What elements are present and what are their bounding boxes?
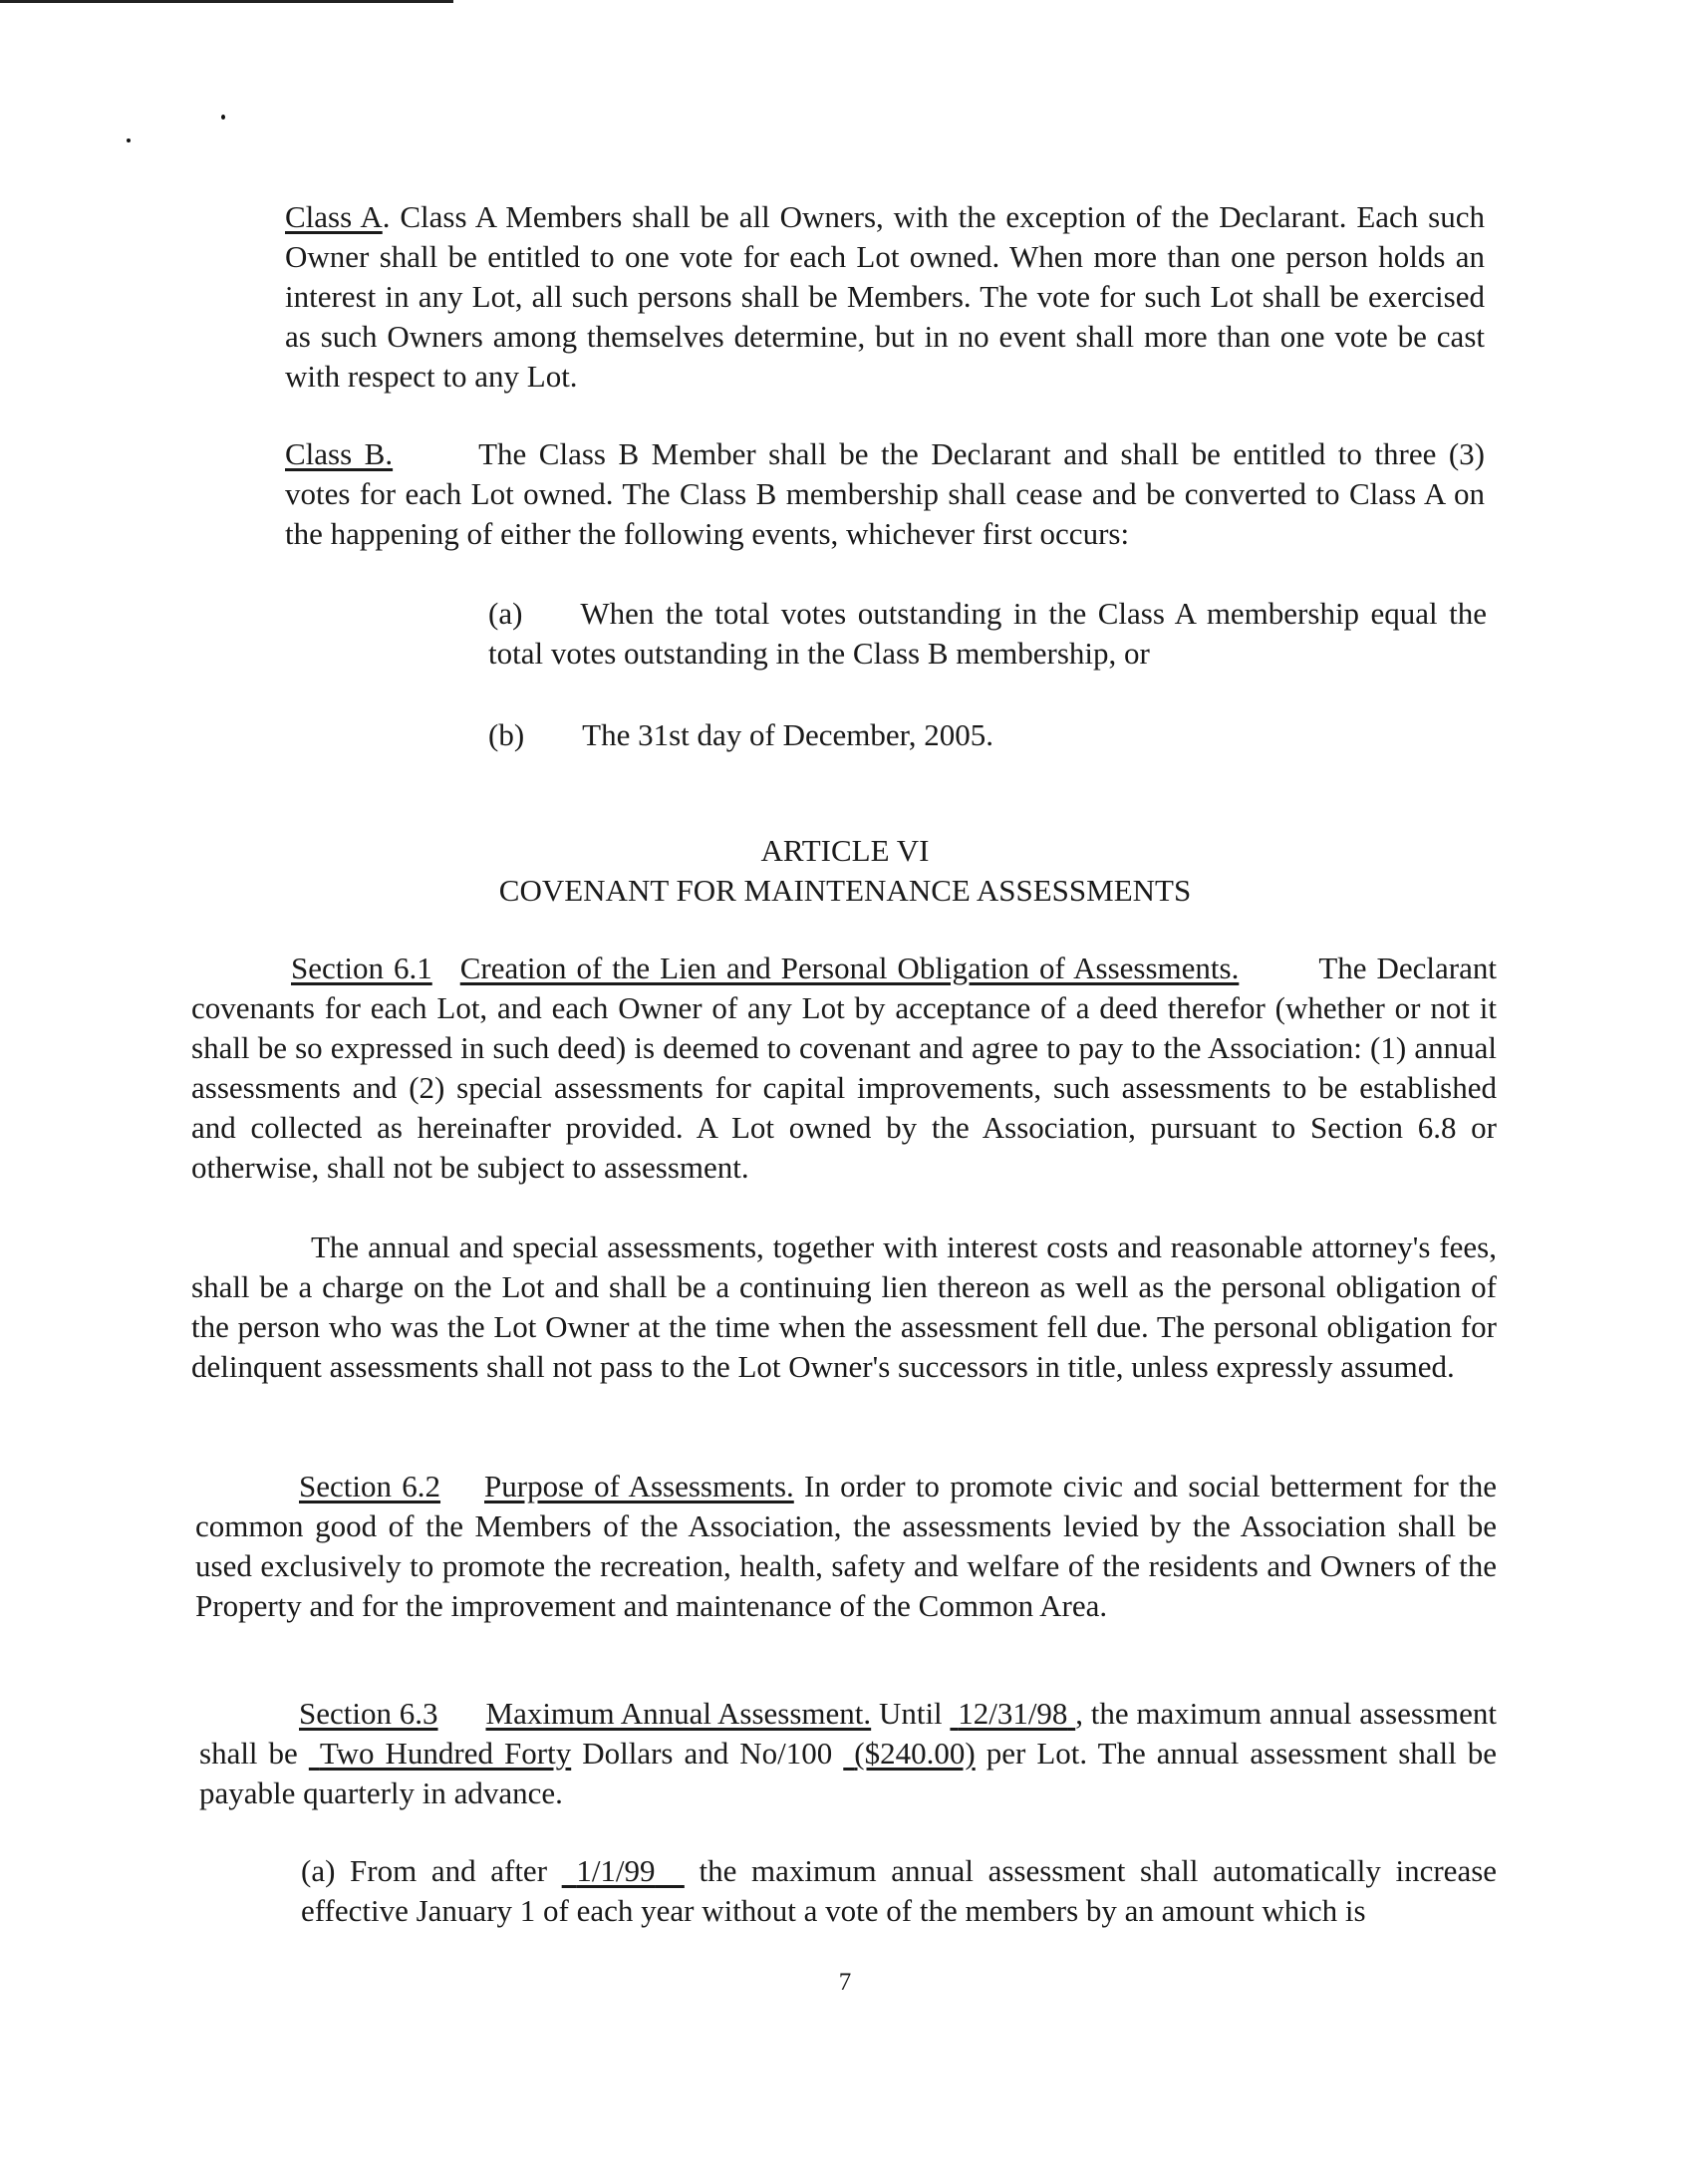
section-6-3-sub-a-label: (a) From and after xyxy=(301,1853,548,1888)
section-6-1-paragraph-2 xyxy=(191,1228,1497,1387)
section-6-3-number: Section 6.3 xyxy=(299,1696,438,1731)
class-b-text: The Class B Member shall be the Declarant and shall be entitled to three (3) votes for each Lot owned. The Class B membership shall cease and be converted to Class A on the happening of either the following events, whichever first occurs: xyxy=(285,436,1485,551)
class-b-paragraph xyxy=(285,434,1485,554)
section-6-1-paragraph-2-text: The annual and special assessments, together with interest costs and reasonable attorney's fees, shall be a charge on the Lot and shall be a continuing lien thereon as well as the personal obligation of the person who was the Lot Owner at the time when the assessment fell due. The personal obligation for delinquent assessments shall not pass to the Lot Owner's successors in title, unless expressly assumed. xyxy=(191,1229,1497,1384)
scan-edge-line xyxy=(0,0,453,3)
section-6-3-text-b: Dollars and No/100 xyxy=(582,1736,833,1771)
event-b-text: The 31st day of December, 2005. xyxy=(582,717,993,752)
page-number: 7 xyxy=(838,1969,852,1996)
event-a xyxy=(488,594,1487,674)
article-number: ARTICLE VI xyxy=(760,833,930,868)
section-6-1-paragraph xyxy=(191,949,1497,1188)
section-6-3-date: 12/31/98 xyxy=(958,1696,1068,1731)
section-6-2-paragraph xyxy=(195,1467,1497,1626)
section-6-3-sub-a-date: 1/1/99 xyxy=(576,1853,656,1888)
event-a-label: (a) xyxy=(488,596,523,631)
section-6-2-text: In order to promote civic and social betterment for the common good of the Members of the Association, the assessments levied by the Association shall be used exclusively to promote the recreation, health, safety and welfare of the residents and Owners of the Property and for the improvement and maintenance of the Common Area. xyxy=(195,1469,1498,1623)
section-6-3-sub-a-text: the maximum annual assessment shall automatically increase effective January 1 of each year without a vote of the members by an amount which is xyxy=(301,1853,1498,1928)
event-a-text: When the total votes outstanding in the Class A membership equal the total votes outstanding in the Class B membership, or xyxy=(488,596,1487,671)
section-6-3-title: Maximum Annual Assessment. xyxy=(485,1696,872,1731)
scan-speck xyxy=(127,138,131,142)
section-6-1-title: Creation of the Lien and Personal Obligation of Assessments. xyxy=(459,951,1240,985)
class-a-paragraph xyxy=(285,197,1485,397)
section-6-3-amount-number: ($240.00) xyxy=(854,1736,976,1771)
section-6-1-number: Section 6.1 xyxy=(291,951,432,985)
article-title: COVENANT FOR MAINTENANCE ASSESSMENTS xyxy=(498,873,1192,908)
scan-speck xyxy=(221,115,225,120)
section-6-3-paragraph xyxy=(199,1694,1497,1813)
section-6-3-text-a: , the maximum annual assessment shall be xyxy=(199,1696,1497,1771)
section-6-2-title: Purpose of Assessments. xyxy=(484,1469,794,1503)
class-b-heading: Class B. xyxy=(285,436,394,471)
section-6-3-subparagraph-a xyxy=(301,1851,1497,1931)
class-a-heading: Class A xyxy=(285,199,383,234)
class-a-text: . Class A Members shall be all Owners, with the exception of the Declarant. Each such Owner shall be entitled to one vote for each Lot owned. When more than one person holds an interest in any Lot, all such persons shall be Members. The vote for such Lot shall be exercised as such Owners among themselves determine, but in no event shall more than one vote be cast with respect to any Lot. xyxy=(285,199,1485,394)
event-b-label: (b) xyxy=(488,717,525,752)
section-6-1-text: The Declarant covenants for each Lot, and each Owner of any Lot by acceptance of a deed therefor (whether or not it shall be so expressed in such deed) is deemed to covenant and agree to pay to the Association: (1) annual assessments and (2) special assessments for capital improvements, such assessments to be established and collected as hereinafter provided. A Lot owned by the Association, pursuant to Section 6.8 or otherwise, shall not be subject to assessment. xyxy=(191,951,1497,1185)
section-6-3-until: Until xyxy=(878,1696,943,1731)
section-6-3-amount-words: Two Hundred Forty xyxy=(319,1736,572,1771)
section-6-3-text-c: per Lot. The annual assessment shall be payable quarterly in advance. xyxy=(199,1736,1498,1810)
event-b xyxy=(488,715,1487,755)
section-6-2-number: Section 6.2 xyxy=(299,1469,441,1503)
